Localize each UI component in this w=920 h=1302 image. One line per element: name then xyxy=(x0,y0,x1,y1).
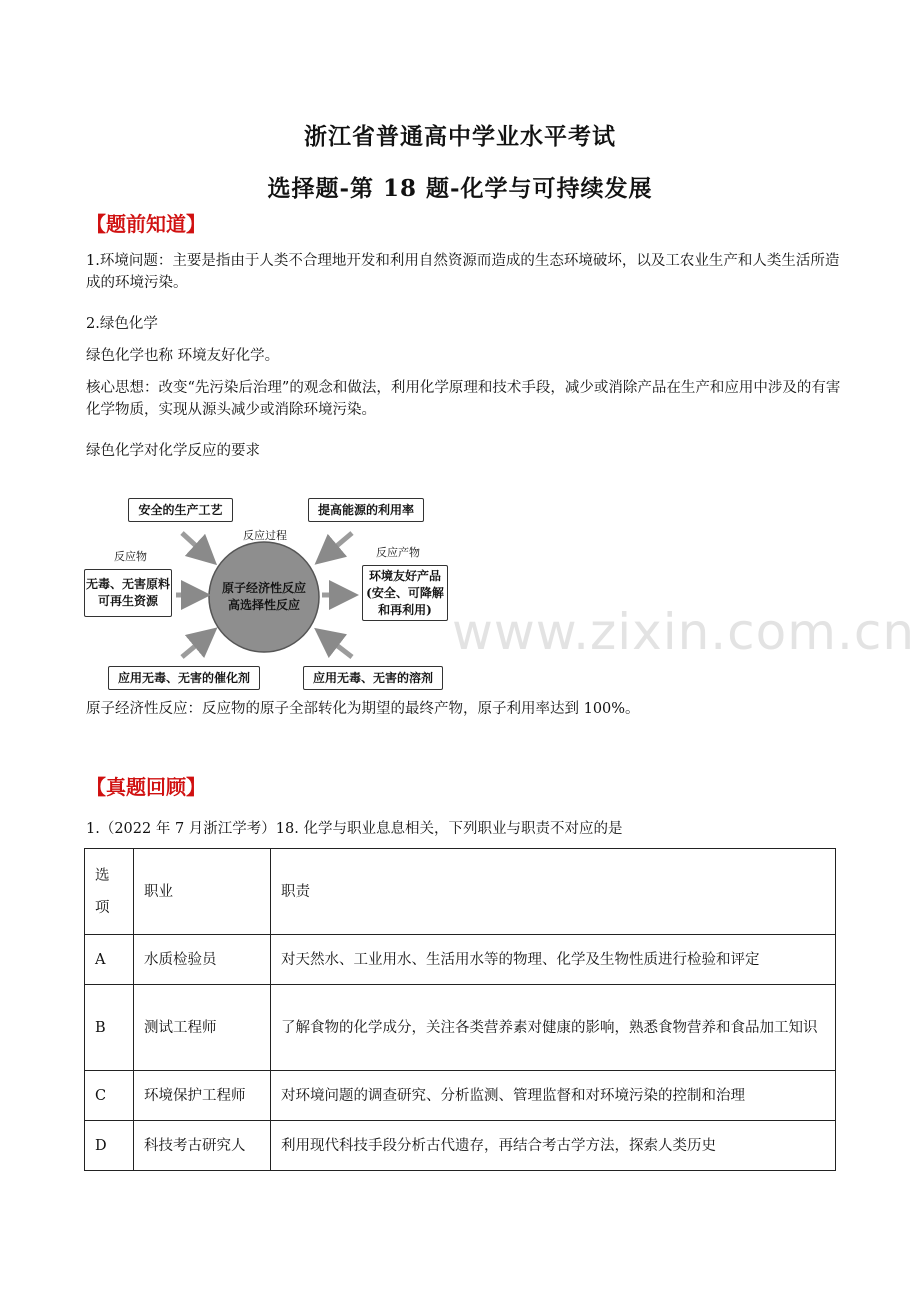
watermark: www.zixin.com.cn xyxy=(452,603,916,661)
box-friendly-products xyxy=(362,565,448,621)
question-text: 1.（2022 年 7 月浙江学考）18. 化学与职业息息相关，下列职业与职责不对应的是 xyxy=(86,821,623,837)
header-option xyxy=(85,849,134,935)
section-heading-review: 【真题回顾】 xyxy=(86,775,206,799)
paragraph-requirements: 绿色化学对化学反应的要求 xyxy=(86,443,260,459)
paragraph-atom-economy: 原子经济性反应：反应物的原子全部转化为期望的最终产物，原子利用率达到 100%。 xyxy=(86,701,640,717)
paragraph-core-idea: 核心思想：改变“先污染后治理”的观念和做法，利用化学原理和技术手段，减少或消除产品在生产和应用中涉及的有害化学物质，实现从源头减少或消除环境污染。 xyxy=(86,380,841,418)
arrow-bottom-left xyxy=(182,637,206,657)
table-row xyxy=(85,1071,836,1121)
header-job: 职业 xyxy=(134,849,271,935)
page-title: 浙江省普通高中学业水平考试 xyxy=(304,123,616,150)
product-line3: 和再利用) xyxy=(378,602,432,617)
table-row xyxy=(85,1121,836,1171)
cell-duty: 对天然水、工业用水、生活用水等的物理、化学及生物性质进行检验和评定 xyxy=(271,935,836,985)
cell-duty: 对环境问题的调查研究、分析监测、管理监督和对环境污染的控制和治理 xyxy=(271,1071,836,1121)
cell-job: 环境保护工程师 xyxy=(134,1071,271,1121)
paragraph-green-chem-alias: 绿色化学也称 环境友好化学。 xyxy=(86,348,280,364)
cell-duty: 了解食物的化学成分，关注各类营养素对健康的影响，熟悉食物营养和食品加工知识 xyxy=(271,985,836,1071)
box-raw-materials xyxy=(84,569,172,617)
header-option-text: 选项 xyxy=(95,867,110,916)
page-subtitle: 选择题-第 18 题-化学与可持续发展 xyxy=(267,175,653,202)
cell-option: D xyxy=(85,1121,134,1171)
label-product: 反应产物 xyxy=(376,546,420,559)
cell-duty: 利用现代科技手段分析古代遗存，再结合考古学方法，探索人类历史 xyxy=(271,1121,836,1171)
cell-job: 科技考古研究人 xyxy=(134,1121,271,1171)
cell-option: A xyxy=(85,935,134,985)
paragraph-environment: 1.环境问题：主要是指由于人类不合理地开发和利用自然资源而造成的生态环境破坏，以及工农业生产和人类生活所造成的环境污染。 xyxy=(86,253,840,291)
arrow-top-right xyxy=(326,533,352,555)
center-line1: 原子经济性反应 xyxy=(221,581,306,595)
cell-option: B xyxy=(85,985,134,1071)
cell-job: 水质检验员 xyxy=(134,935,271,985)
center-label xyxy=(209,580,319,614)
box-energy-efficiency: 提高能源的利用率 xyxy=(308,498,424,522)
table-row xyxy=(85,985,836,1071)
raw-materials-line1: 无毒、无害原料 xyxy=(85,577,170,591)
arrow-bottom-right xyxy=(326,637,352,657)
label-reactant: 反应物 xyxy=(114,550,147,563)
table-header-row xyxy=(85,849,836,935)
options-table xyxy=(84,848,836,1171)
raw-materials-line2: 可再生资源 xyxy=(97,594,158,608)
box-catalyst: 应用无毒、无害的催化剂 xyxy=(108,666,260,690)
box-safe-process: 安全的生产工艺 xyxy=(128,498,233,522)
paragraph-green-chem-title: 2.绿色化学 xyxy=(86,316,158,332)
product-line2: (安全、可降解 xyxy=(366,585,444,600)
green-chemistry-diagram xyxy=(0,485,920,695)
center-line2: 高选择性反应 xyxy=(227,598,300,612)
cell-job: 测试工程师 xyxy=(134,985,271,1071)
product-line1: 环境友好产品 xyxy=(368,568,441,583)
section-heading-preview: 【题前知道】 xyxy=(86,212,206,236)
arrow-top-left xyxy=(182,533,206,555)
cell-option: C xyxy=(85,1071,134,1121)
table-row xyxy=(85,935,836,985)
box-solvent: 应用无毒、无害的溶剂 xyxy=(303,666,443,690)
header-duty: 职责 xyxy=(271,849,836,935)
label-reaction-process: 反应过程 xyxy=(243,529,287,542)
